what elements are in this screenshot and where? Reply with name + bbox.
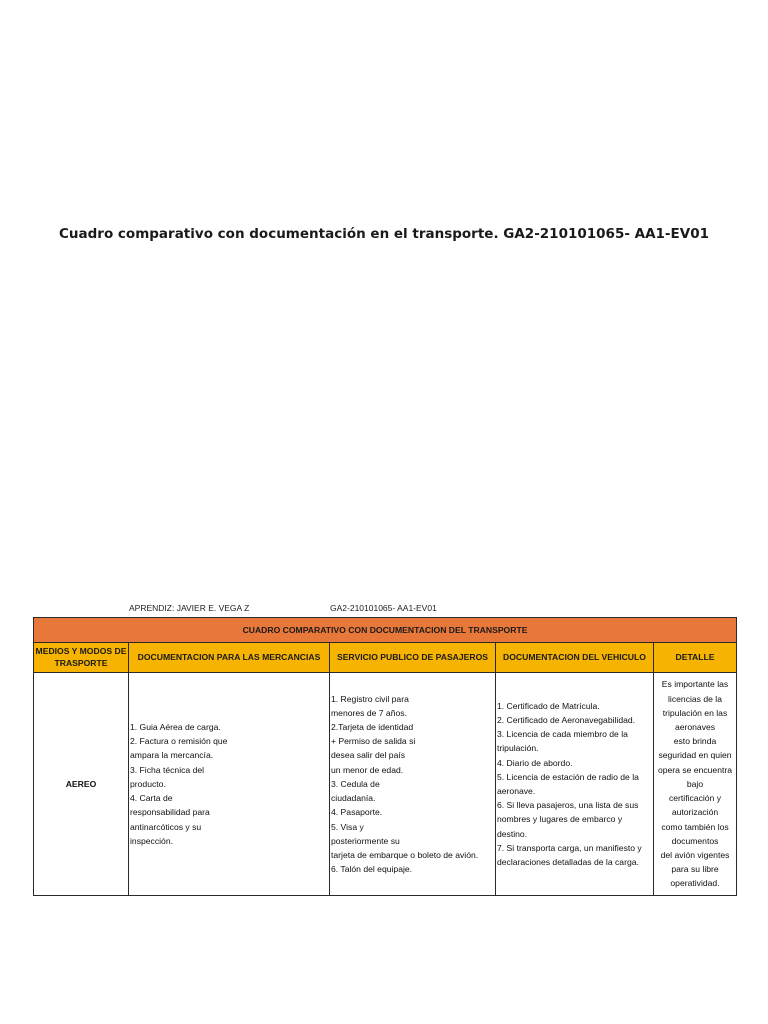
cell-line: 7. Si transporta carga, un manifiesto y [497, 842, 642, 853]
cell-line: autorización [671, 807, 719, 818]
pasajeros-cell [330, 673, 496, 896]
cell-line: 1. Registro civil para [331, 693, 409, 704]
table-row [34, 673, 737, 896]
cell-line: 4. Diario de abordo. [497, 757, 573, 768]
mercancias-cell [129, 673, 330, 896]
document-title: Cuadro comparativo con documentación en el transporte. GA2-210101065- AA1-EV01 [59, 226, 709, 242]
cell-line: como también los [661, 821, 729, 832]
cell-line: aeronave. [497, 786, 536, 796]
comparison-table [33, 617, 737, 896]
cell-line: 1. Certificado de Matrícula. [497, 700, 600, 711]
table-column-header-row [34, 643, 737, 673]
cell-line: un menor de edad. [331, 764, 404, 775]
cell-line: tripulación en las [662, 707, 728, 718]
cell-line: certificación y [668, 793, 722, 804]
cell-line: 2. Factura o remisión que [130, 736, 228, 747]
cell-line: licencias de la [668, 693, 722, 704]
cell-line: desea salir del país [331, 750, 406, 761]
cell-line: ciudadanía. [331, 793, 376, 804]
cell-line: bajo [686, 778, 704, 789]
header-vehiculo: DOCUMENTACION DEL VEHICULO [496, 643, 654, 673]
cell-line: inspección. [130, 835, 173, 846]
cell-line: 3. Cedula de [331, 778, 380, 789]
cell-line: 2.Tarjeta de identidad [331, 722, 414, 733]
cell-line: operatividad. [670, 878, 720, 889]
apprentice-name: APRENDIZ: JAVIER E. VEGA Z [129, 603, 250, 613]
cell-line: tarjeta de embarque o boleto de avión. [331, 849, 479, 860]
mode-cell: AEREO [34, 673, 129, 896]
cell-line: documentos [671, 835, 719, 846]
cell-line: producto. [130, 778, 166, 789]
header-modes: MEDIOS Y MODOS DE TRASPORTE [34, 643, 129, 673]
cell-line: 1. Guia Aérea de carga. [130, 722, 221, 733]
cell-line: declaraciones detalladas de la carga. [497, 857, 639, 868]
table-main-header-row [34, 618, 737, 643]
cell-line: 4. Pasaporte. [331, 807, 383, 818]
cell-line: responsabilidad para [130, 807, 210, 818]
cell-line: seguridad en quien [658, 750, 732, 761]
cell-line: 5. Licencia de estación de radio de la [497, 771, 639, 782]
cell-line: 3. Ficha técnica del [130, 764, 205, 775]
header-mercancias: DOCUMENTACION PARA LAS MERCANCIAS [129, 643, 330, 673]
cell-line: ampara la mercancía. [130, 750, 214, 761]
cell-line: nombres y lugares de embarco y [497, 814, 623, 825]
activity-code: GA2-210101065- AA1-EV01 [330, 603, 437, 613]
header-pasajeros: SERVICIO PUBLICO DE PASAJEROS [330, 643, 496, 673]
cell-line: del avión vigentes [660, 849, 730, 860]
cell-line: + Permiso de salida si [331, 736, 416, 747]
cell-line: aeronaves [674, 722, 716, 733]
cell-line: para su libre [671, 864, 719, 875]
cell-line: 4. Carta de [130, 793, 173, 804]
cell-line: tripulación. [497, 743, 539, 754]
cell-line: opera se encuentra [657, 764, 733, 775]
cell-line: Es importante las [661, 679, 729, 690]
table-main-header: CUADRO COMPARATIVO CON DOCUMENTACION DEL TRANSPORTE [34, 618, 737, 643]
cell-line: antinarcóticos y su [130, 821, 202, 832]
cell-line: 5. Visa y [331, 821, 364, 832]
cell-line: menores de 7 años. [331, 707, 407, 718]
detalle-cell [654, 673, 737, 896]
header-detalle: DETALLE [654, 643, 737, 673]
cell-line: 2. Certificado de Aeronavegabilidad. [497, 714, 636, 725]
cell-line: 6. Talón del equipaje. [331, 864, 413, 875]
cell-line: 6. Si lleva pasajeros, una lista de sus [497, 800, 639, 811]
cell-line: 3. Licencia de cada miembro de la [497, 729, 628, 740]
cell-line: posteriormente su [331, 835, 400, 846]
vehiculo-cell [496, 673, 654, 896]
cell-line: destino. [497, 828, 528, 839]
cell-line: esto brinda [673, 736, 717, 747]
